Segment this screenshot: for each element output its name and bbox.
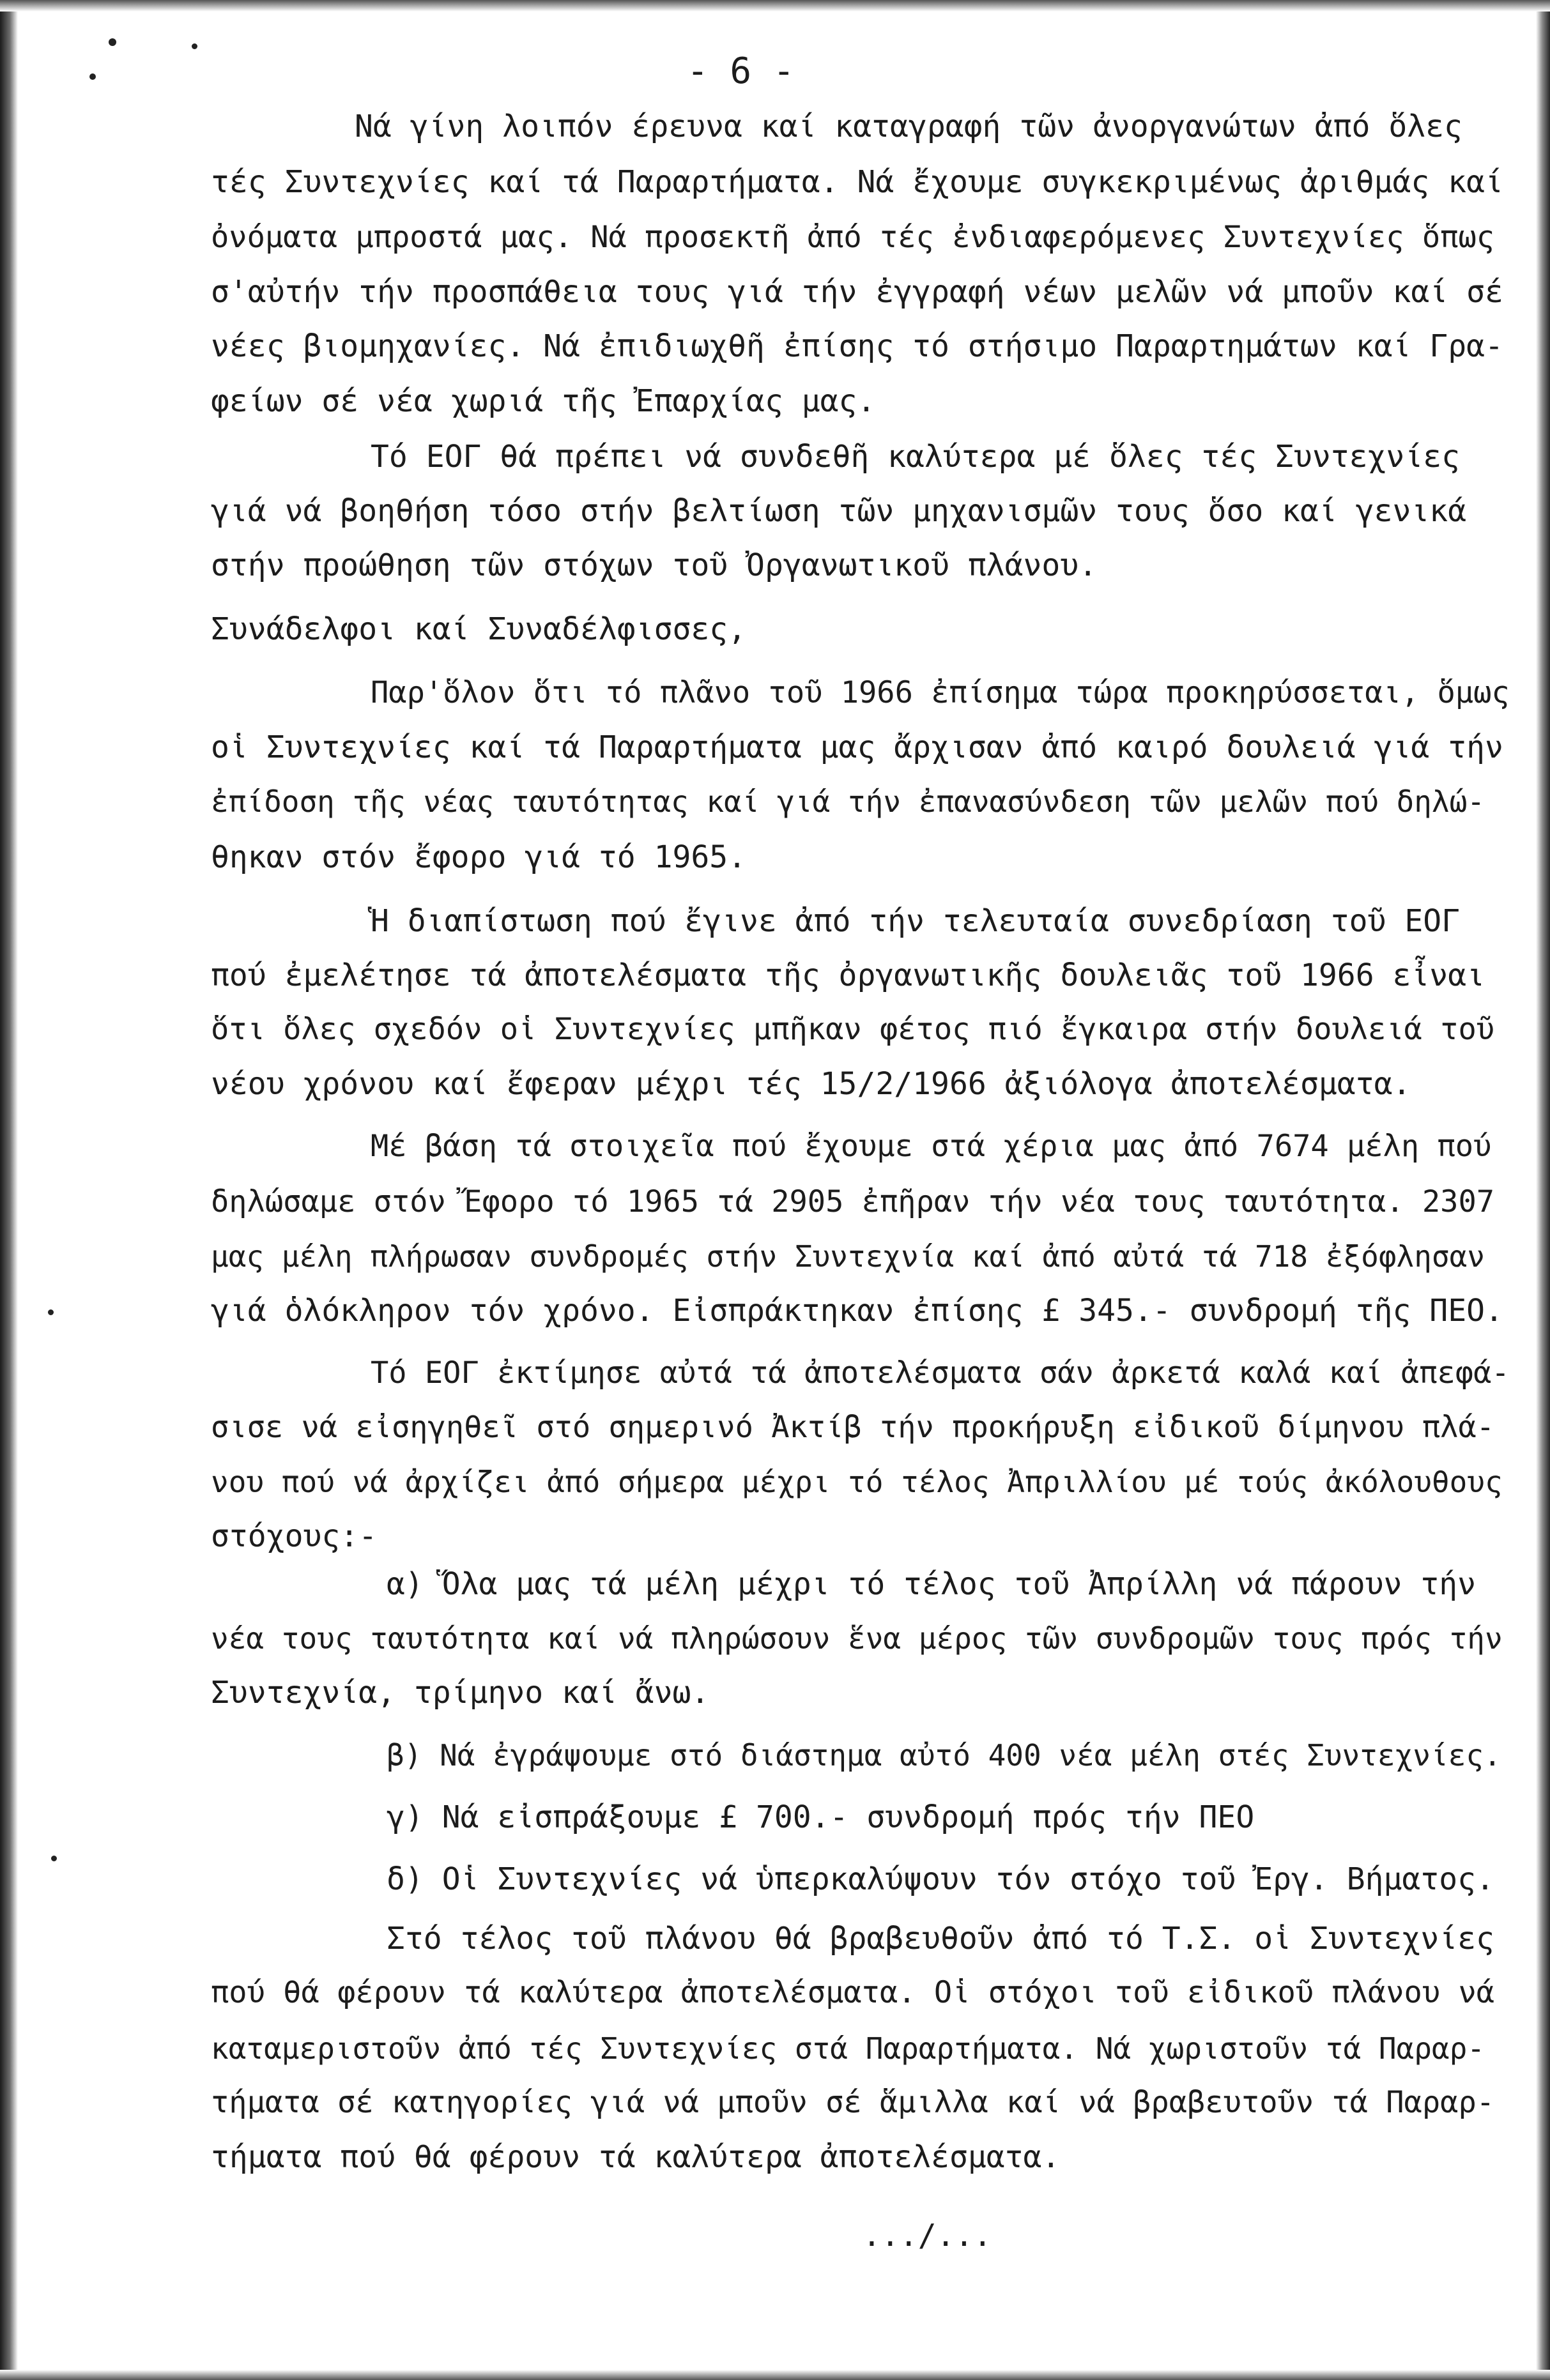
text-line: καταμεριστοῦν ἀπό τές Συντεχνίες στά Παραρτήματα. Νά χωριστοῦν τά Παραρ- — [211, 2031, 1485, 2066]
text-line: νέου χρόνου καί ἔφεραν μέχρι τές 15/2/1966 ἀξιόλογα ἀποτελέσματα. — [211, 1066, 1411, 1102]
text-line: μας μέλη πλήρωσαν συνδρομές στήν Συντεχνία καί ἀπό αὐτά τά 718 ἐξόφλησαν — [211, 1239, 1485, 1274]
text-line: Παρ'ὅλον ὅτι τό πλᾶνο τοῦ 1966 ἐπίσημα τώρα προκηρύσσεται, ὅμως — [371, 675, 1510, 710]
list-item: δ) Οἱ Συντεχνίες νά ὑπερκαλύψουν τόν στόχο τοῦ Ἐργ. Βήματος. — [387, 1861, 1494, 1897]
text-line: θηκαν στόν ἔφορο γιά τό 1965. — [211, 839, 747, 875]
scan-speck — [109, 38, 116, 46]
text-line: πού ἐμελέτησε τά ἀποτελέσματα τῆς ὀργανωτικῆς δουλειᾶς τοῦ 1966 εἶναι — [211, 957, 1485, 993]
text-line: στόχους:- — [211, 1518, 378, 1554]
scan-edge-top — [0, 0, 1550, 11]
page-number: - 6 - — [687, 50, 795, 92]
text-line: πού θά φέρουν τά καλύτερα ἀποτελέσματα. Οἱ στόχοι τοῦ εἰδικοῦ πλάνου νά — [211, 1975, 1495, 2010]
text-line: Τό ΕΟΓ θά πρέπει νά συνδεθῆ καλύτερα μέ ὅλες τές Συντεχνίες — [371, 439, 1461, 475]
scan-edge-left — [0, 0, 18, 2380]
scan-edge-bottom — [0, 2370, 1550, 2380]
text-line: ὀνόματα μπροστά μας. Νά προσεκτῆ ἀπό τές ἐνδιαφερόμενες Συντεχνίες ὅπως — [211, 220, 1495, 255]
list-item: β) Νά ἐγράψουμε στό διάστημα αὐτό 400 νέα μέλη στές Συντεχνίες. — [387, 1738, 1501, 1773]
text-line: γιά νά βοηθήση τόσο στήν βελτίωση τῶν μηχανισμῶν τους ὅσο καί γενικά — [211, 493, 1467, 529]
text-line: Τό ΕΟΓ ἐκτίμησε αὐτά τά ἀποτελέσματα σάν ἀρκετά καλά καί ἀπεφά- — [371, 1355, 1510, 1391]
scan-speck — [192, 43, 197, 49]
text-line: σ'αὐτήν τήν προσπάθεια τους γιά τήν ἐγγραφή νέων μελῶν νά μποῦν καί σέ — [211, 274, 1503, 310]
text-line: στήν προώθηση τῶν στόχων τοῦ Ὀργανωτικοῦ πλάνου. — [211, 547, 1098, 583]
text-line: γιά ὁλόκληρον τόν χρόνο. Εἰσπράκτηκαν ἐπίσης £ 345.- συνδρομή τῆς ΠΕΟ. — [211, 1293, 1503, 1329]
continuation-mark: .../... — [863, 2218, 992, 2254]
text-line: νου πού νά ἀρχίζει ἀπό σήμερα μέχρι τό τέλος Ἀπριλλίου μέ τούς ἀκόλουθους — [211, 1465, 1503, 1499]
text-line: σισε νά εἰσηγηθεῖ στό σημερινό Ἀκτίβ τήν προκήρυξη εἰδικοῦ δίμηνου πλά- — [211, 1410, 1495, 1445]
text-line: τήματα σέ κατηγορίες γιά νά μποῦν σέ ἅμιλλα καί νά βραβευτοῦν τά Παραρ- — [211, 2085, 1495, 2120]
text-line: Νά γίνη λοιπόν έρευνα καί καταγραφή τῶν ἀνοργανώτων ἀπό ὅλες — [355, 109, 1462, 144]
text-line: τήματα πού θά φέρουν τά καλύτερα ἀποτελέσματα. — [211, 2139, 1061, 2175]
list-item: α) Ὅλα μας τά μέλη μέχρι τό τέλος τοῦ Ἀπρίλλη νά πάρουν τήν — [387, 1566, 1477, 1602]
text-line: οἱ Συντεχνίες καί τά Παραρτήματα μας ἄρχισαν ἀπό καιρό δουλειά γιά τήν — [211, 729, 1503, 765]
text-line: φείων σέ νέα χωριά τῆς Ἐπαρχίας μας. — [211, 383, 876, 419]
scan-speck — [51, 1856, 57, 1861]
text-line: ὅτι ὅλες σχεδόν οἱ Συντεχνίες μπῆκαν φέτος πιό ἔγκαιρα στήν δουλειά τοῦ — [211, 1012, 1495, 1047]
scan-speck — [48, 1309, 54, 1315]
text-line: νέες βιομηχανίες. Νά ἐπιδιωχθῆ ἐπίσης τό στήσιμο Παραρτημάτων καί Γρα- — [211, 328, 1503, 364]
scan-edge-right — [1536, 0, 1550, 2380]
text-line: δηλώσαμε στόν Ἔφορο τό 1965 τά 2905 ἐπῆραν τήν νέα τους ταυτότητα. 2307 — [211, 1184, 1495, 1219]
text-line: Συντεχνία, τρίμηνο καί ἄνω. — [211, 1675, 710, 1711]
text-line: Ἡ διαπίστωση πού ἔγινε ἀπό τήν τελευταία συνεδρίαση τοῦ ΕΟΓ — [371, 903, 1461, 939]
text-line: τές Συντεχνίες καί τά Παραρτήματα. Νά ἔχουμε συγκεκριμένως ἀριθμάς καί — [211, 164, 1503, 200]
salutation: Συνάδελφοι καί Συναδέλφισσες, — [211, 611, 747, 647]
text-line: Στό τέλος τοῦ πλάνου θά βραβευθοῦν ἀπό τό Τ.Σ. οἱ Συντεχνίες — [387, 1921, 1494, 1957]
scan-speck — [89, 73, 96, 80]
text-line: νέα τους ταυτότητα καί νά πληρώσουν ἕνα μέρος τῶν συνδρομῶν τους πρός τήν — [211, 1621, 1503, 1656]
list-item: γ) Νά εἰσπράξουμε £ 700.- συνδρομή πρός τήν ΠΕΟ — [387, 1799, 1255, 1835]
text-line: Μέ βάση τά στοιχεῖα πού ἔχουμε στά χέρια μας ἀπό 7674 μέλη πού — [371, 1129, 1492, 1164]
text-line: ἐπίδοση τῆς νέας ταυτότητας καί γιά τήν ἐπανασύνδεση τῶν μελῶν πού δηλώ- — [211, 784, 1485, 819]
